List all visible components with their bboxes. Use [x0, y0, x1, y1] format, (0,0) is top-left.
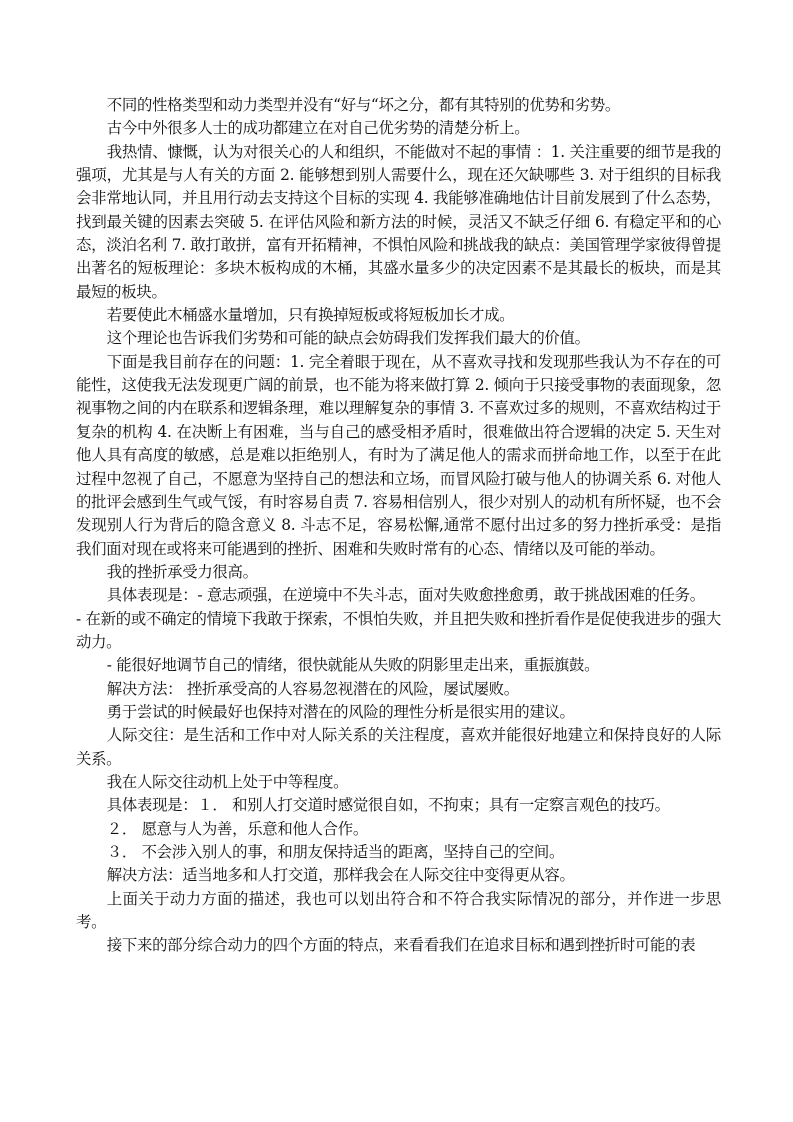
paragraph-problems: 下面是我目前存在的问题：1. 完全着眼于现在，从不喜欢寻找和发现那些我认为不存在的可能性，这使我无法发现更广阔的前景，也不能为将来做打算 2. 倾向于只接受事物的表面现象，忽视事物之间的内在联系和逻辑条理，难以理解复杂的事情 3. 不喜欢过多的规则，不喜欢结构过于复杂的机构 4. 在决断上有困难，当与自己的感受相矛盾时，很难做出符合逻辑的决定 5. 天生对他人具有高度的敏感，总是难以拒绝别人，有时为了满足他人的需求而拼命地工作，以至于在此过程中忽视了自己，不愿意为坚持自己的想法和立场，而冒风险打破与他人的协调关系 6. 对他人的批评会感到生气或气馁，有时容易自责 7. 容易相信别人，很少对别人的动机有所怀疑，也不会发现别人行为背后的隐含意义 8. 斗志不足，容易松懈,通常不愿付出过多的努力挫折承受：是指我们面对现在或将来可能遇到的挫折、困难和失败时常有的心态、情绪以及可能的举动。 — [76, 352, 721, 558]
paragraph-social-detail-2: ２． 愿意与人为善，乐意和他人合作。 — [106, 819, 368, 838]
paragraph-types: 不同的性格类型和动力类型并没有“好与“坏之分，都有其特别的优势和劣势。 — [106, 96, 620, 114]
paragraph-next: 接下来的部分综合动力的四个方面的特点，来看看我们在追求目标和遇到挫折时可能的表 — [106, 936, 696, 955]
paragraph-social-detail-1: 具体表现是：１． 和别人打交道时感觉很自如，不拘束；具有一定察言观色的技巧。 — [106, 796, 670, 815]
paragraph-frustration-detail-2: - 在新的或不确定的情境下我敢于探索，不惧怕失败，并且把失败和挫折看作是促使我进步的强大动力。 — [76, 609, 721, 651]
paragraph-strengths: 我热情、慷慨，认为对很关心的人和组织，不能做对不起的事情 ：1. 关注重要的细节是我的强项，尤其是与人有关的方面 2. 能够想到别人需要什么，现在还欠缺哪些 3. 对于组织的目标我会非常地认同，并且用行动去支持这个目标的实现 4. 我能够准确地估计目前发展到了什么态势，找到最关键的因素去突破 5. 在评估风险和新方法的时候，灵活又不缺乏仔细 6. 有稳定平和的心态，淡泊名利 7. 敢打敢拼，富有开拓精神，不惧怕风险和挑战我的缺点：美国管理学家彼得曾提出著名的短板理论：多块木板构成的木桶，其盛水量多少的决定因素不是其最长的板块，而是其最短的板块。 — [76, 142, 721, 301]
paragraph-frustration-level: 我的挫折承受力很高。 — [106, 562, 258, 581]
paragraph-social-level: 我在人际交往动机上处于中等程度。 — [106, 772, 349, 791]
paragraph-theory: 这个理论也告诉我们劣势和可能的缺点会妨碍我们发挥我们最大的价值。 — [106, 329, 590, 348]
paragraph-reflection: 上面关于动力方面的描述，我也可以划出符合和不符合我实际情况的部分，并作进一步思考。 — [76, 889, 721, 932]
document-page — [76, 94, 721, 958]
paragraph-social-solution: 解决方法：适当地多和人打交道，那样我会在人际交往中变得更从容。 — [106, 866, 575, 885]
paragraph-social-definition: 人际交往：是生活和工作中对人际关系的关注程度，喜欢并能很好地建立和保持良好的人际关系。 — [76, 726, 721, 768]
paragraph-frustration-detail-3: - 能很好地调节自己的情绪，很快就能从失败的阴影里走出来，重振旗鼓。 — [106, 656, 600, 675]
paragraph-frustration-solution: 解决方法： 挫折承受高的人容易忽视潜在的风险，屡试屡败。 — [106, 679, 519, 698]
paragraph-social-detail-3: ３． 不会涉入别人的事，和朋友保持适当的距离，坚持自己的空间。 — [106, 843, 565, 861]
paragraph-success: 古今中外很多人士的成功都建立在对自己优劣势的清楚分析上。 — [106, 119, 530, 138]
paragraph-bucket: 若要使此木桶盛水量增加，只有换掉短板或将短板加长才成。 — [106, 306, 515, 325]
paragraph-frustration-advice: 勇于尝试的时候最好也保持对潜在的风险的理性分析是很实用的建议。 — [106, 702, 575, 721]
paragraph-frustration-detail-1: 具体表现是：- 意志顽强，在逆境中不失斗志，面对失败愈挫愈勇，敢于挑战困难的任务。 — [106, 586, 705, 605]
